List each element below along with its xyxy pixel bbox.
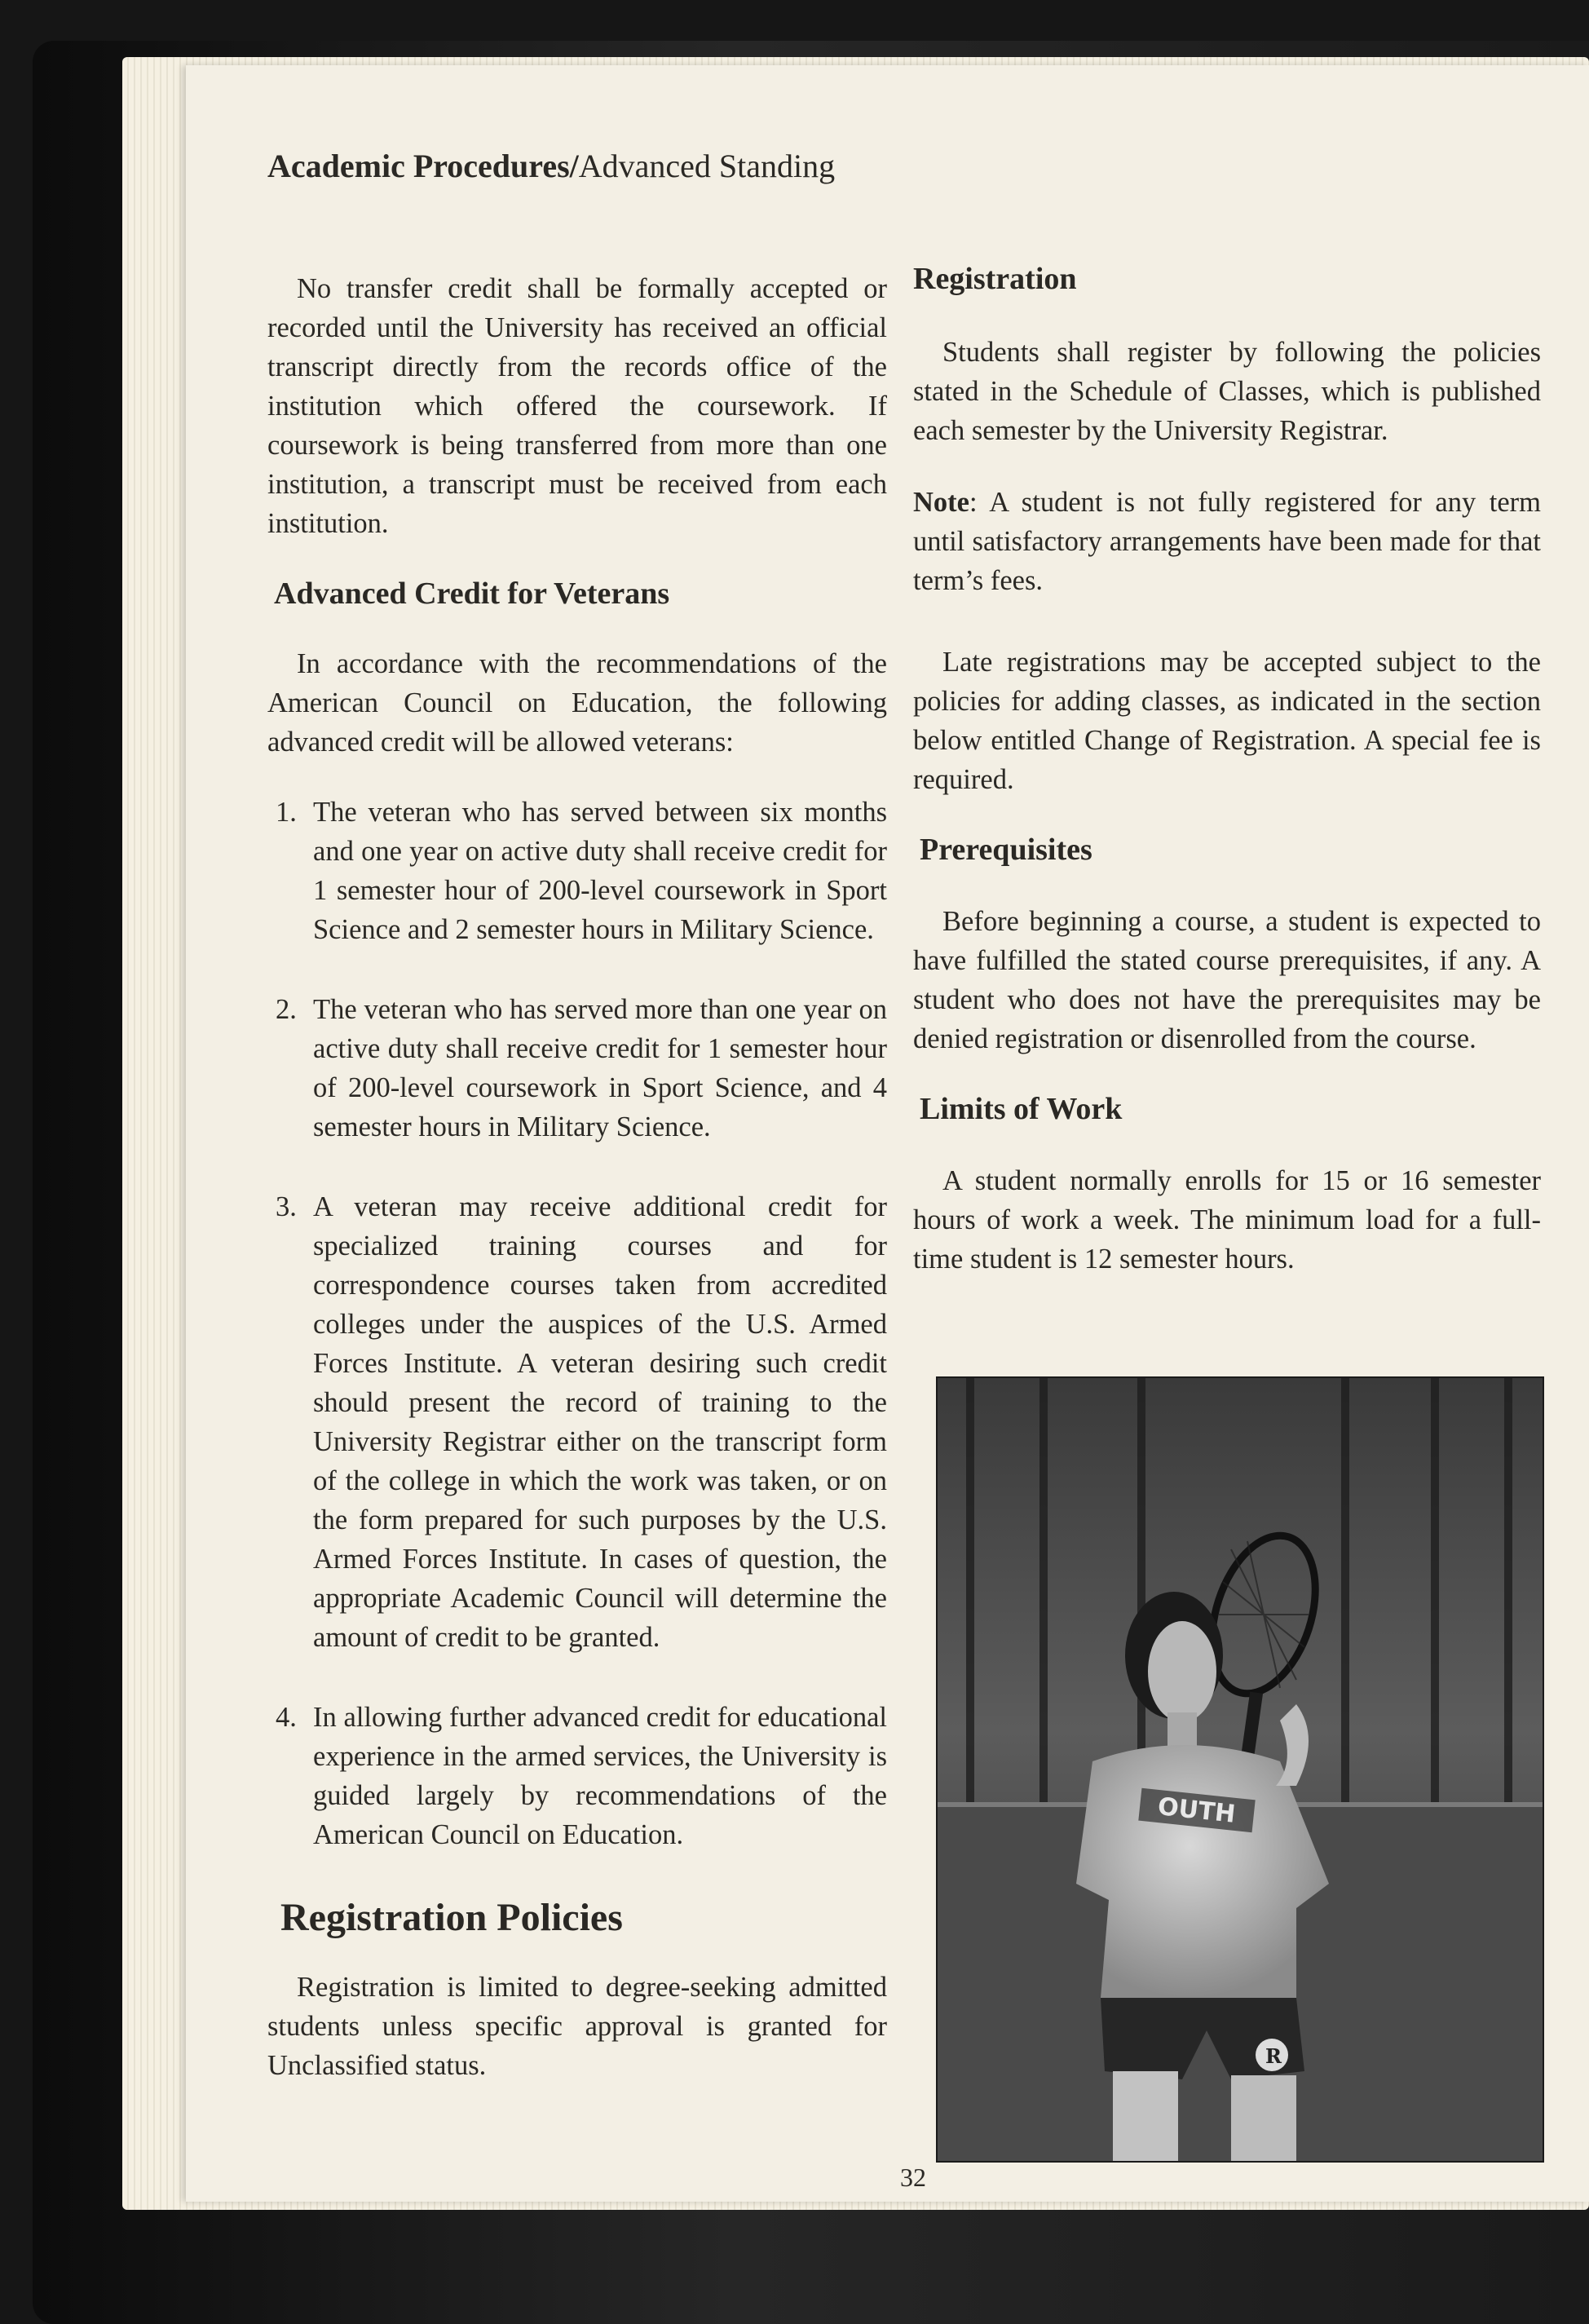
registration-heading: Registration: [913, 262, 1077, 296]
header-subsection: Advanced Standing: [578, 148, 836, 184]
registration-policies-heading: Registration Policies: [280, 1896, 623, 1939]
left-column: [267, 269, 887, 2085]
running-header: [267, 147, 835, 185]
veterans-intro-paragraph: In accordance with the recommendations of the American Council on Education, the following advanced credit will be allowed veterans:: [267, 648, 887, 758]
list-item-text: In allowing further advanced credit for educational experience in the armed services, the University is guided largely by recommendations of the American Council on Education.: [313, 1702, 887, 1850]
list-item: [267, 990, 887, 1147]
list-item-number: 2.: [276, 994, 297, 1025]
list-item-number: 4.: [276, 1702, 297, 1733]
limits-heading: Limits of Work: [920, 1092, 1123, 1126]
note-label: Note: [913, 487, 969, 518]
list-item-number: 3.: [276, 1191, 297, 1222]
veterans-credit-list: [267, 793, 887, 1854]
list-item-number: 1.: [276, 797, 297, 828]
late-registration-paragraph: Late registrations may be accepted subject to the policies for adding classes, as indicated in the section below entitled Change of Registration. A special fee is required.: [913, 647, 1541, 795]
list-item-text: A veteran may receive additional credit for specialized training courses and for correspondence courses taken from accredited colleges under the auspices of the U.S. Armed Forces Institute. A veteran desiring such credit should present the record of training to the University Registrar either on the transcript form of the college in which the work was taken, or on the form prepared for such purposes by the U.S. Armed Forces Institute. In cases of question, the appropriate Academic Council will determine the amount of credit to be granted.: [313, 1191, 887, 1653]
note-text: : A student is not fully registered for any term until satisfactory arrangements have been made for that term’s fees.: [913, 487, 1541, 596]
list-item: [267, 793, 887, 949]
veterans-heading: Advanced Credit for Veterans: [274, 577, 670, 611]
list-item-text: The veteran who has served between six months and one year on active duty shall receive credit for 1 semester hour of 200-level coursework in Sport Science and 2 semester hours in Military Science.: [313, 797, 887, 945]
tennis-player-photo: [936, 1376, 1544, 2163]
registration-policies-paragraph: Registration is limited to degree-seeking admitted students unless specific approval is granted for Unclassified status.: [267, 1972, 887, 2081]
transfer-credit-paragraph: No transfer credit shall be formally accepted or recorded until the University has received an official transcript directly from the records office of the institution which offered the coursework. If coursework is being transferred from more than one institution, a transcript must be received from each institution.: [267, 273, 887, 539]
note-paragraph: [913, 483, 1541, 600]
list-item: [267, 1187, 887, 1657]
shirt-lettering: OUTH: [1156, 1792, 1237, 1829]
right-column: [913, 261, 1541, 1279]
prerequisites-heading: Prerequisites: [920, 833, 1092, 867]
limits-paragraph: A student normally enrolls for 15 or 16 semester hours of work a week. The minimum load for a full-time student is 12 semester hours.: [913, 1165, 1541, 1275]
prerequisites-paragraph: Before beginning a course, a student is expected to have fulfilled the stated course prerequisites, if any. A student who does not have the prerequisites may be denied registration or disenrolled from the course.: [913, 906, 1541, 1054]
list-item-text: The veteran who has served more than one year on active duty shall receive credit for 1 semester hour of 200-level coursework in Sport Science, and 4 semester hours in Military Science.: [313, 994, 887, 1142]
page-number: 32: [900, 2163, 926, 2192]
header-section: Academic Procedures/: [267, 148, 579, 184]
shorts-logo-letter: R: [1265, 2044, 1282, 2068]
registration-paragraph: Students shall register by following the policies stated in the Schedule of Classes, which is published each semester by the University Registrar.: [913, 337, 1541, 446]
photo-image: [938, 1378, 1543, 2161]
list-item: [267, 1698, 887, 1854]
